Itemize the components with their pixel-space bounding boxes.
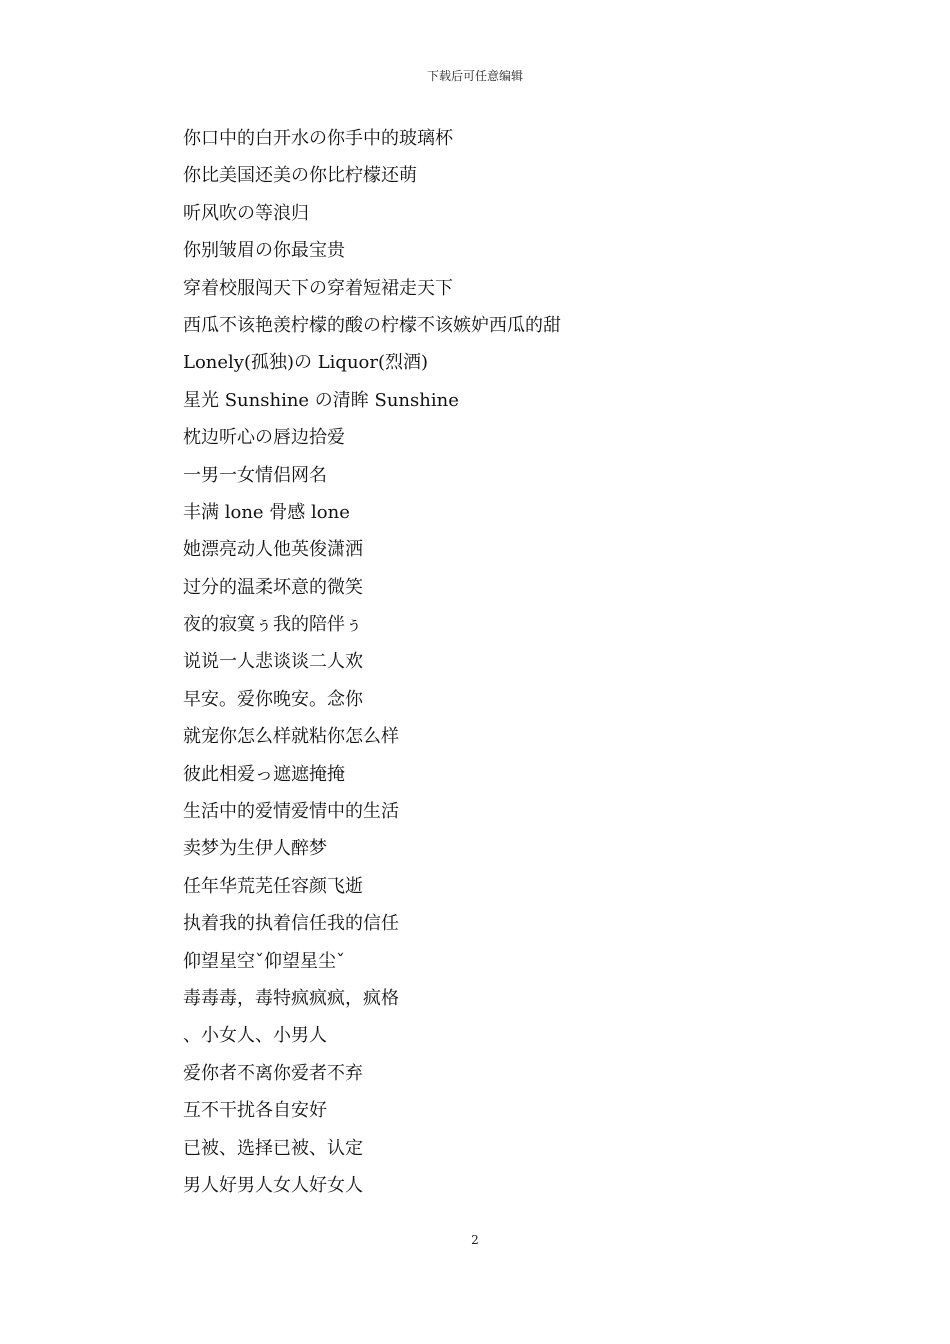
text-line: 爱你者不离你爱者不弃 xyxy=(183,1062,363,1084)
text-line: 就宠你怎么样就粘你怎么样 xyxy=(183,726,399,748)
text-line: 星光 Sunshine の清眸 Sunshine xyxy=(183,389,459,411)
text-line: 你别皱眉の你最宝贵 xyxy=(183,240,345,262)
text-line: 毒毒毒，毒特疯疯疯，疯格 xyxy=(183,987,399,1009)
text-line: 你口中的白开水の你手中的玻璃杯 xyxy=(183,128,453,149)
page-header: 下载后可任意编辑 xyxy=(426,69,523,83)
text-line: 卖梦为生伊人醉梦 xyxy=(183,838,327,860)
text-line: 任年华荒芜任容颜飞逝 xyxy=(183,875,363,897)
text-line: 听风吹の等浪归 xyxy=(183,202,309,224)
text-line: 过分的温柔坏意的微笑 xyxy=(183,576,363,598)
text-line: 夜的寂寞ぅ我的陪伴ぅ xyxy=(183,614,363,636)
page-number: 2 xyxy=(471,1233,479,1247)
text-line: 早安。爱你晚安。念你 xyxy=(183,688,363,710)
text-line: 她漂亮动人他英俊潇洒 xyxy=(183,539,363,561)
text-line: 生活中的爱情爱情中的生活 xyxy=(183,801,399,823)
text-line: 、小女人、小男人 xyxy=(183,1025,327,1047)
text-line: 穿着校服闯天下の穿着短裙走天下 xyxy=(183,277,453,299)
text-line: 已被、选择已被、认定 xyxy=(183,1137,363,1159)
text-line: 说说一人悲谈谈二人欢 xyxy=(183,651,363,673)
text-line: 丰满 lone 骨感 lone xyxy=(183,501,350,523)
text-line: 执着我的执着信任我的信任 xyxy=(183,913,399,935)
text-line: 仰望星空ˇ仰望星尘ˇ xyxy=(183,950,345,972)
text-line: 西瓜不该艳羡柠檬的酸の柠檬不该嫉妒西瓜的甜 xyxy=(183,314,561,336)
text-line: 彼此相爱っ遮遮掩掩 xyxy=(183,763,345,785)
text-line: 你比美国还美の你比柠檬还萌 xyxy=(183,165,417,187)
text-line: 一男一女情侣网名 xyxy=(183,464,327,486)
text-line: Lonely(孤独)の Liquor(烈酒) xyxy=(183,352,429,374)
text-line: 枕边听心の唇边拾爱 xyxy=(183,427,345,449)
text-line: 男人好男人女人好女人 xyxy=(183,1174,363,1196)
text-line: 互不干扰各自安好 xyxy=(183,1100,327,1122)
document-body xyxy=(183,120,783,1204)
